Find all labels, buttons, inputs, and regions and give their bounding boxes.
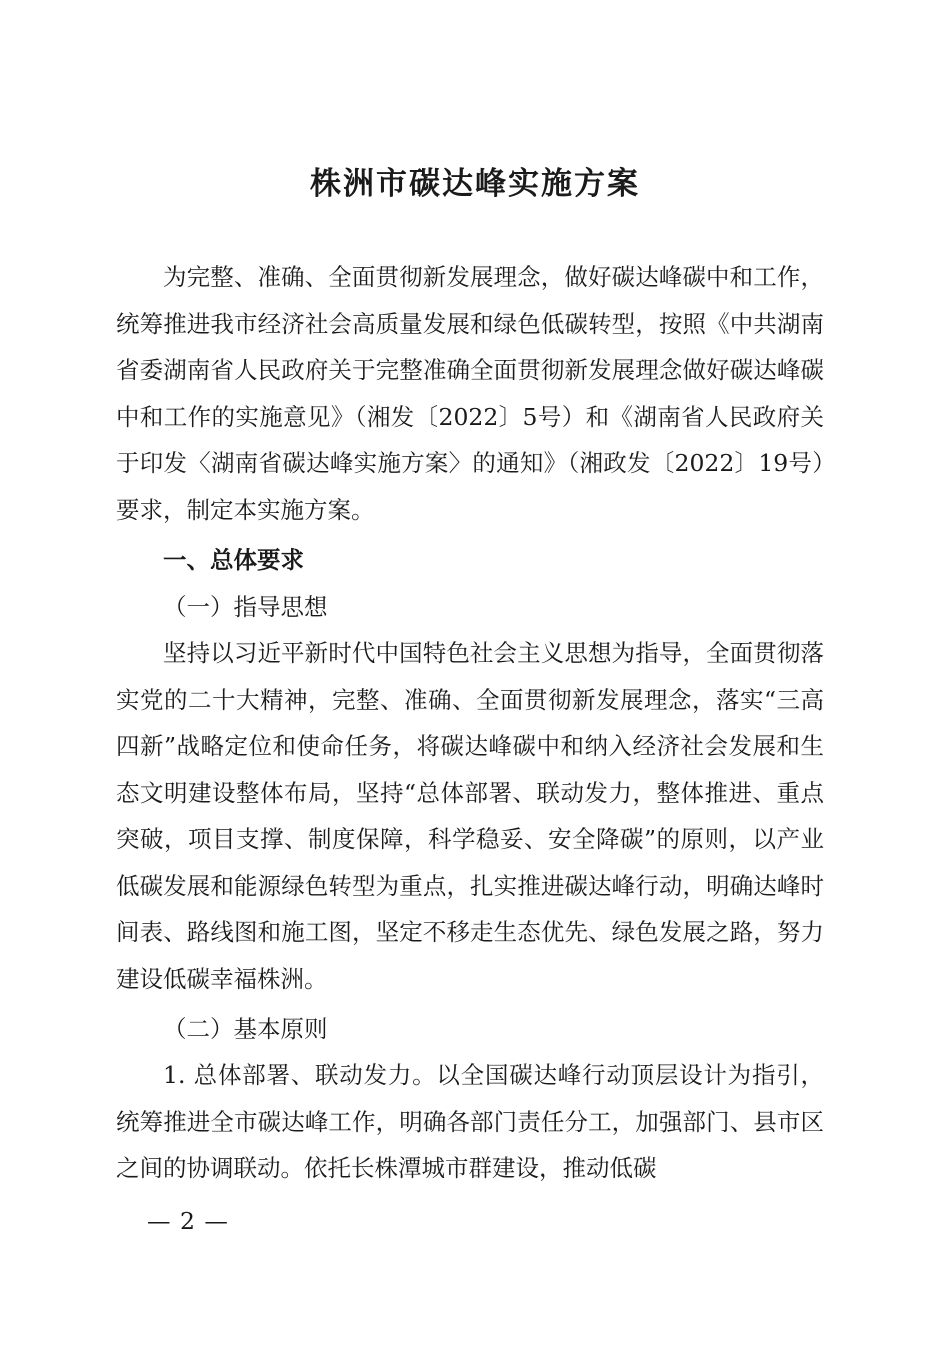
- subsection-heading-basic-principles: （二）基本原则: [163, 1015, 328, 1043]
- document-title: 株洲市碳达峰实施方案: [310, 166, 640, 202]
- principle-block: [116, 1052, 824, 1192]
- principle-item-1-paragraph: 1. 总体部署、联动发力。以全国碳达峰行动顶层设计为指引，统筹推进全市碳达峰工作，明确各部门责任分工，加强部门、县市区之间的协调联动。依托长株潭城市群建设，推动低碳: [116, 1061, 824, 1182]
- intro-paragraph: 为完整、准确、全面贯彻新发展理念，做好碳达峰碳中和工作，统筹推进我市经济社会高质量发展和绿色低碳转型，按照《中共湖南省委湖南省人民政府关于完整准确全面贯彻新发展理念做好碳达峰碳中和工作的实施意见》（湘发〔2022〕5号）和《湖南省人民政府关于印发〈湖南省碳达峰实施方案〉的通知》（湘政发〔2022〕19号）要求，制定本实施方案。: [116, 263, 824, 524]
- intro-paragraph-block: [116, 254, 824, 533]
- subsection-heading-guiding-ideology: （一）指导思想: [163, 593, 328, 621]
- guiding-ideology-block: [116, 630, 824, 1002]
- page-number: — 2 —: [147, 1207, 229, 1235]
- guiding-ideology-paragraph: 坚持以习近平新时代中国特色社会主义思想为指导，全面贯彻落实党的二十大精神，完整、准确、全面贯彻新发展理念，落实“三高四新”战略定位和使命任务，将碳达峰碳中和纳入经济社会发展和生态文明建设整体布局，坚持“总体部署、联动发力，整体推进、重点突破，项目支撑、制度保障，科学稳妥、安全降碳”的原则，以产业低碳发展和能源绿色转型为重点，扎实推进碳达峰行动，明确达峰时间表、路线图和施工图，坚定不移走生态优先、绿色发展之路，努力建设低碳幸福株洲。: [116, 639, 824, 993]
- section-heading-general-requirements: 一、总体要求: [163, 546, 304, 574]
